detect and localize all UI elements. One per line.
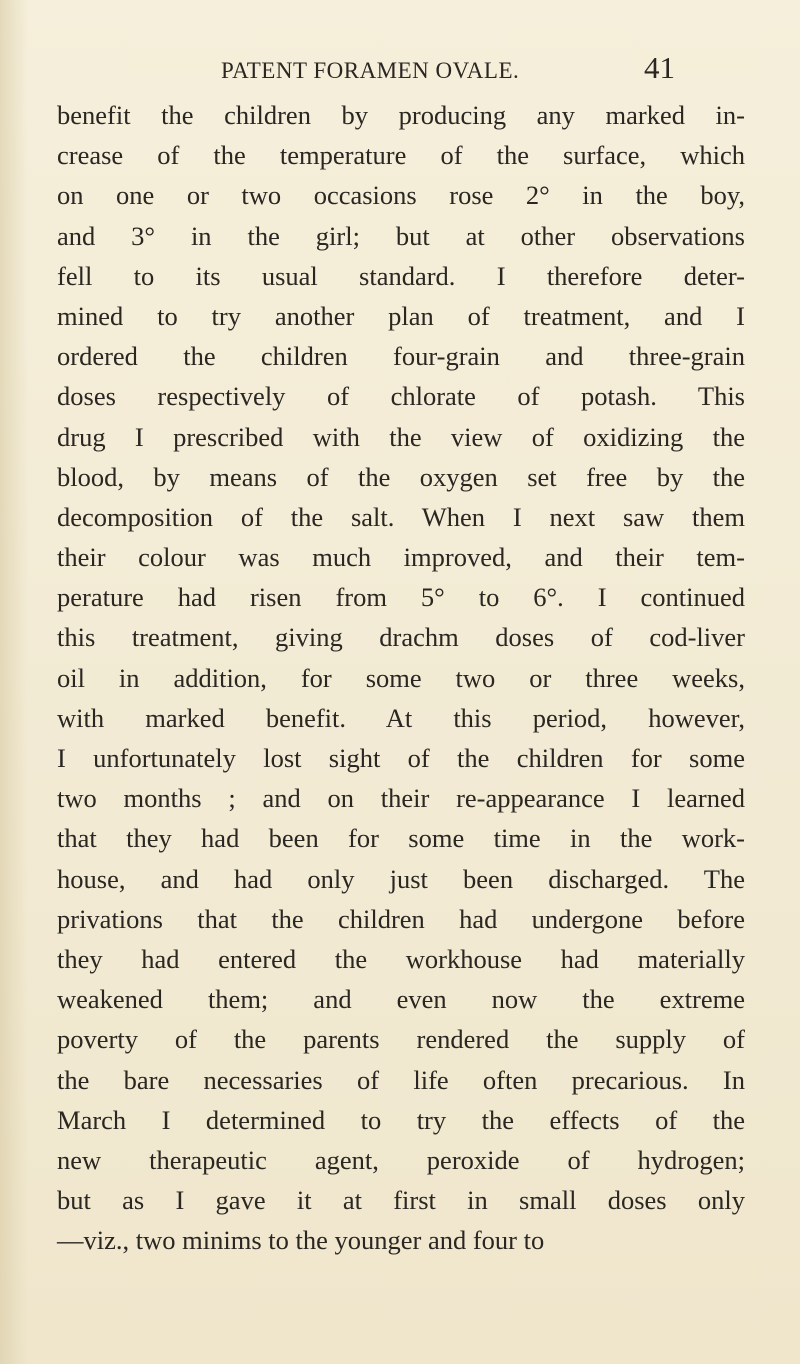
text-line: with marked benefit. At this period, however,: [57, 702, 745, 733]
text-line: this treatment, giving drachm doses of cod-liver: [57, 622, 745, 653]
text-line: —viz., two minims to the younger and four to: [57, 1225, 545, 1256]
text-line: ordered the children four-grain and three-grain: [57, 341, 745, 372]
page-number: 41: [644, 50, 675, 85]
text-line: oil in addition, for some two or three weeks,: [57, 662, 745, 693]
running-head: [0, 48, 800, 88]
text-line: they had entered the workhouse had materially: [57, 943, 745, 974]
text-line: new therapeutic agent, peroxide of hydrogen;: [57, 1144, 745, 1175]
text-line: decomposition of the salt. When I next saw them: [57, 501, 745, 532]
text-line: two months ; and on their re-appearance I learned: [57, 783, 745, 814]
text-line: that they had been for some time in the work-: [57, 823, 745, 854]
text-line: perature had risen from 5° to 6°. I continued: [57, 582, 745, 613]
text-line: crease of the temperature of the surface, which: [57, 140, 745, 171]
text-line: blood, by means of the oxygen set free by the: [57, 461, 745, 492]
text-line: fell to its usual standard. I therefore deter-: [57, 260, 745, 291]
text-line: doses respectively of chlorate of potash. This: [57, 381, 745, 412]
text-line: March I determined to try the effects of the: [57, 1104, 745, 1135]
text-line: their colour was much improved, and their tem-: [57, 542, 745, 573]
text-line: mined to try another plan of treatment, and I: [57, 300, 745, 331]
text-line: benefit the children by producing any marked in-: [57, 100, 745, 130]
text-line: poverty of the parents rendered the supply of: [57, 1024, 745, 1055]
text-line: I unfortunately lost sight of the children for some: [57, 743, 745, 773]
running-title: PATENT FORAMEN OVALE.: [221, 58, 520, 83]
text-line: house, and had only just been discharged. The: [57, 863, 745, 894]
text-line: but as I gave it at first in small doses only: [57, 1185, 745, 1216]
body-text: [57, 95, 745, 1260]
text-line: the bare necessaries of life often precarious. In: [57, 1064, 745, 1095]
text-line: and 3° in the girl; but at other observations: [57, 220, 745, 251]
text-line: on one or two occasions rose 2° in the boy,: [57, 180, 745, 211]
text-line: drug I prescribed with the view of oxidizing the: [57, 421, 745, 452]
text-line: privations that the children had undergone before: [57, 903, 745, 934]
text-line: weakened them; and even now the extreme: [57, 984, 745, 1015]
